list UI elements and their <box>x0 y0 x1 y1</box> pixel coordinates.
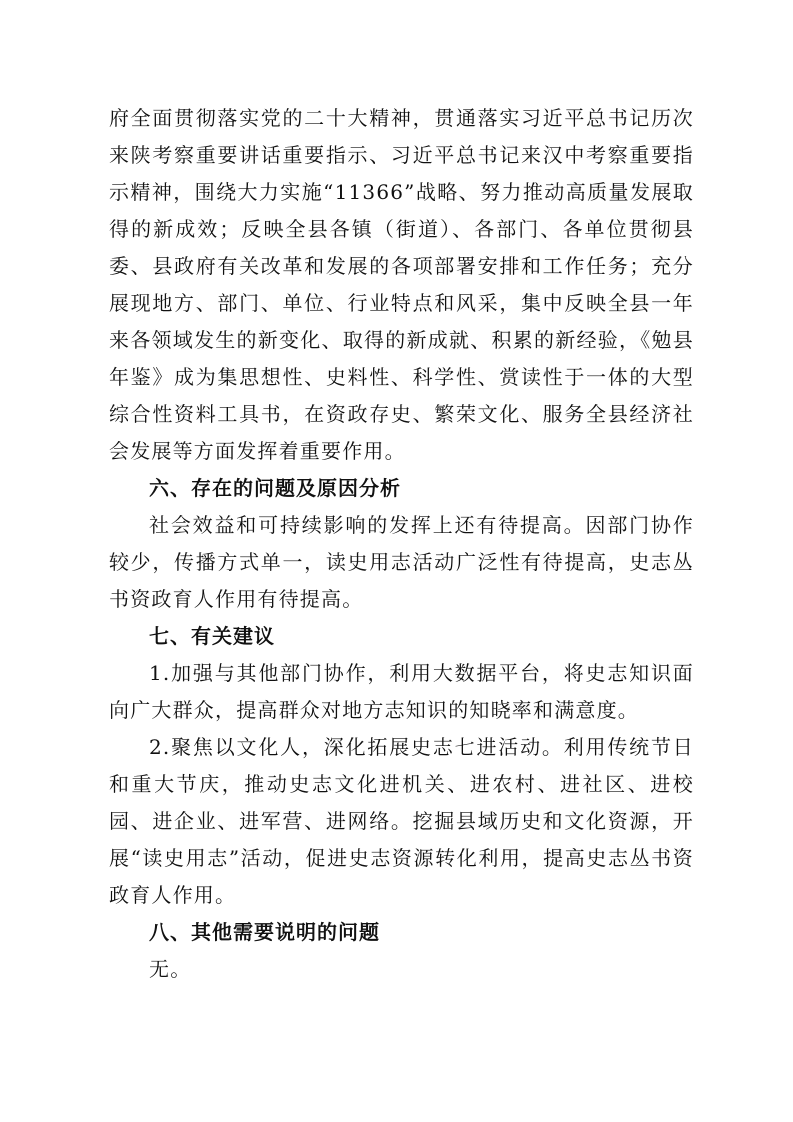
section-6-heading: 六、存在的问题及原因分析 <box>149 476 401 500</box>
intro-paragraph: 府全面贯彻落实党的二十大精神，贯通落实习近平总书记历次来陕考察重要讲话重要指示、习近平总书记来汉中考察重要指示精神，围绕大力实施“11366”战略、努力推动高质量发展取得的新成效；反映全县各镇（街道）、各部门、各单位贯彻县委、县政府有关改革和发展的各项部署安排和工作任务；充分展现地方、部门、单位、行业特点和风采，集中反映全县一年来各领域发生的新变化、取得的新成就、积累的新经验，《勉县年鉴》成为集思想性、史料性、科学性、赏读性于一体的大型综合性资料工具书，在资政存史、繁荣文化、服务全县经济社会发展等方面发挥着重要作用。 <box>109 106 694 463</box>
section-6-paragraph: 社会效益和可持续影响的发挥上还有待提高。因部门协作较少，传播方式单一，读史用志活动广泛性有待提高，史志丛书资政育人作用有待提高。 <box>109 513 694 611</box>
section-7-item-1: 1.加强与其他部门协作，利用大数据平台，将史志知识面向广大群众，提高群众对地方志知识的知晓率和满意度。 <box>109 661 694 722</box>
section-7-heading: 七、有关建议 <box>149 624 275 648</box>
section-7-item-2: 2.聚焦以文化人，深化拓展史志七进活动。利用传统节日和重大节庆，推动史志文化进机关、进农村、进社区、进校园、进企业、进军营、进网络。挖掘县域历史和文化资源，开展“读史用志”活动，促进史志资源转化利用，提高史志丛书资政育人作用。 <box>109 735 694 907</box>
document-body <box>109 100 694 988</box>
section-8-paragraph: 无。 <box>149 957 192 981</box>
section-8-heading: 八、其他需要说明的问题 <box>149 920 380 944</box>
